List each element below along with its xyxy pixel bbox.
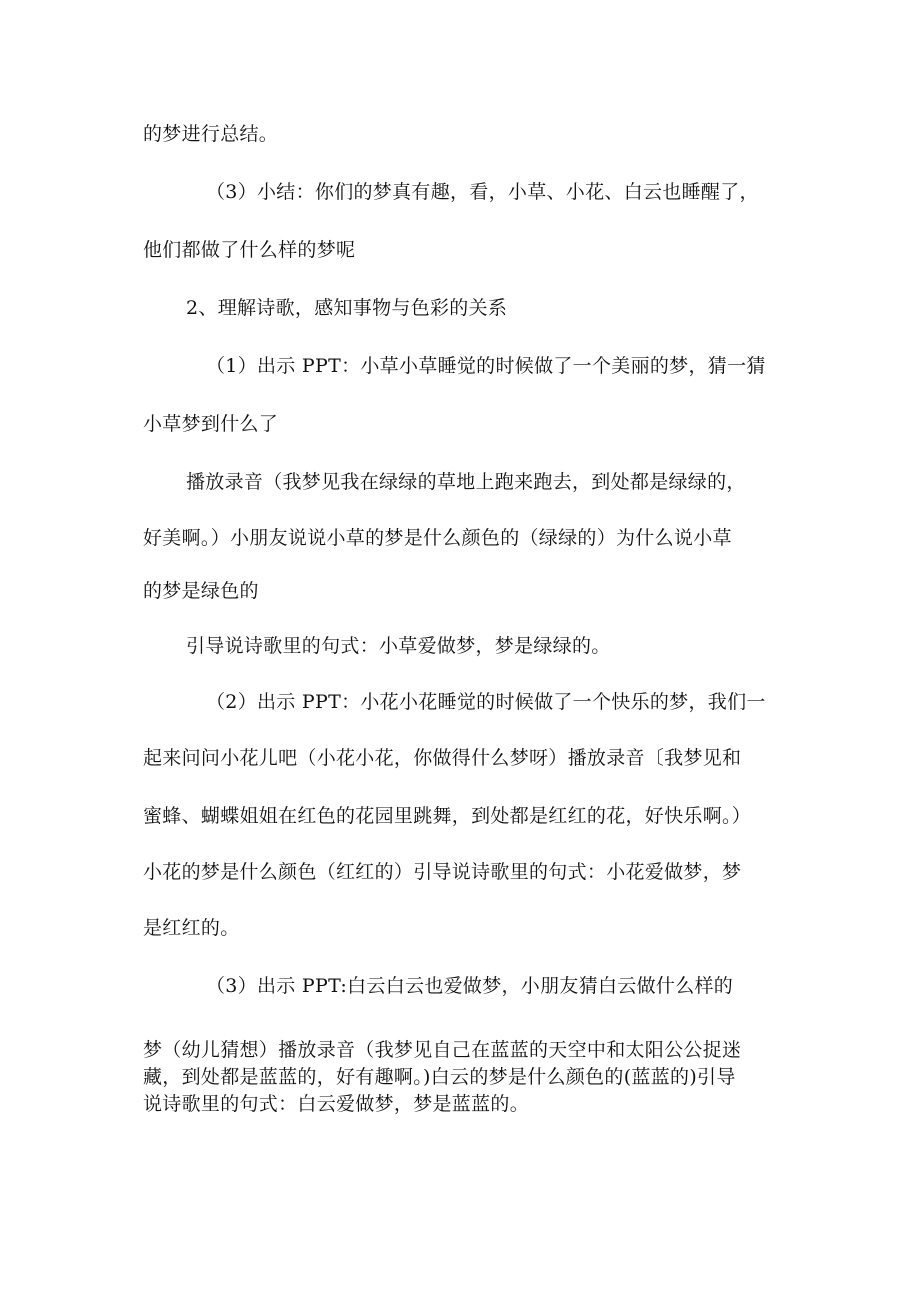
text-line: 小花的梦是什么颜色（红红的）引导说诗歌里的句式：小花爱做梦，梦 <box>143 861 742 883</box>
text-line: 梦（幼儿猜想）播放录音（我梦见自己在蓝蓝的天空中和太阳公公捉迷 <box>143 1039 742 1061</box>
text-line: 的梦进行总结。 <box>143 123 279 145</box>
section-heading: 2、理解诗歌，感知事物与色彩的关系 <box>186 297 508 319</box>
text-line: 小草梦到什么了 <box>143 413 279 435</box>
text-line: （3）出示 PPT:白云白云也爱做梦，小朋友猜白云做什么样的 <box>206 975 734 997</box>
text-line: （2）出示 PPT：小花小花睡觉的时候做了一个快乐的梦，我们一 <box>206 691 766 713</box>
text-line: （1）出示 PPT：小草小草睡觉的时候做了一个美丽的梦，猜一猜 <box>206 355 766 377</box>
text-line: 起来问问小花儿吧（小花小花，你做得什么梦呀）播放录音〔我梦见和 <box>143 747 742 769</box>
text-line: 播放录音（我梦见我在绿绿的草地上跑来跑去，到处都是绿绿的， <box>186 471 746 493</box>
text-line: 藏，到处都是蓝蓝的，好有趣啊。)白云的梦是什么颜色的(蓝蓝的)引导 <box>143 1066 736 1088</box>
text-line: 是红红的。 <box>143 917 240 939</box>
text-line: 说诗歌里的句式：白云爱做梦，梦是蓝蓝的。 <box>143 1093 530 1115</box>
text-line: 引导说诗歌里的句式：小草爱做梦，梦是绿绿的。 <box>186 635 611 657</box>
text-line: 好美啊。）小朋友说说小草的梦是什么颜色的（绿绿的）为什么说小草 <box>143 527 732 549</box>
text-line: 的梦是绿色的 <box>143 580 259 602</box>
text-line: 他们都做了什么样的梦呢 <box>143 239 356 261</box>
text-line: 蜜蜂、蝴蝶姐姐在红色的花园里跳舞，到处都是红红的花，好快乐啊。） <box>143 805 752 827</box>
text-line: （3）小结：你们的梦真有趣，看，小草、小花、白云也睡醒了， <box>206 181 759 203</box>
